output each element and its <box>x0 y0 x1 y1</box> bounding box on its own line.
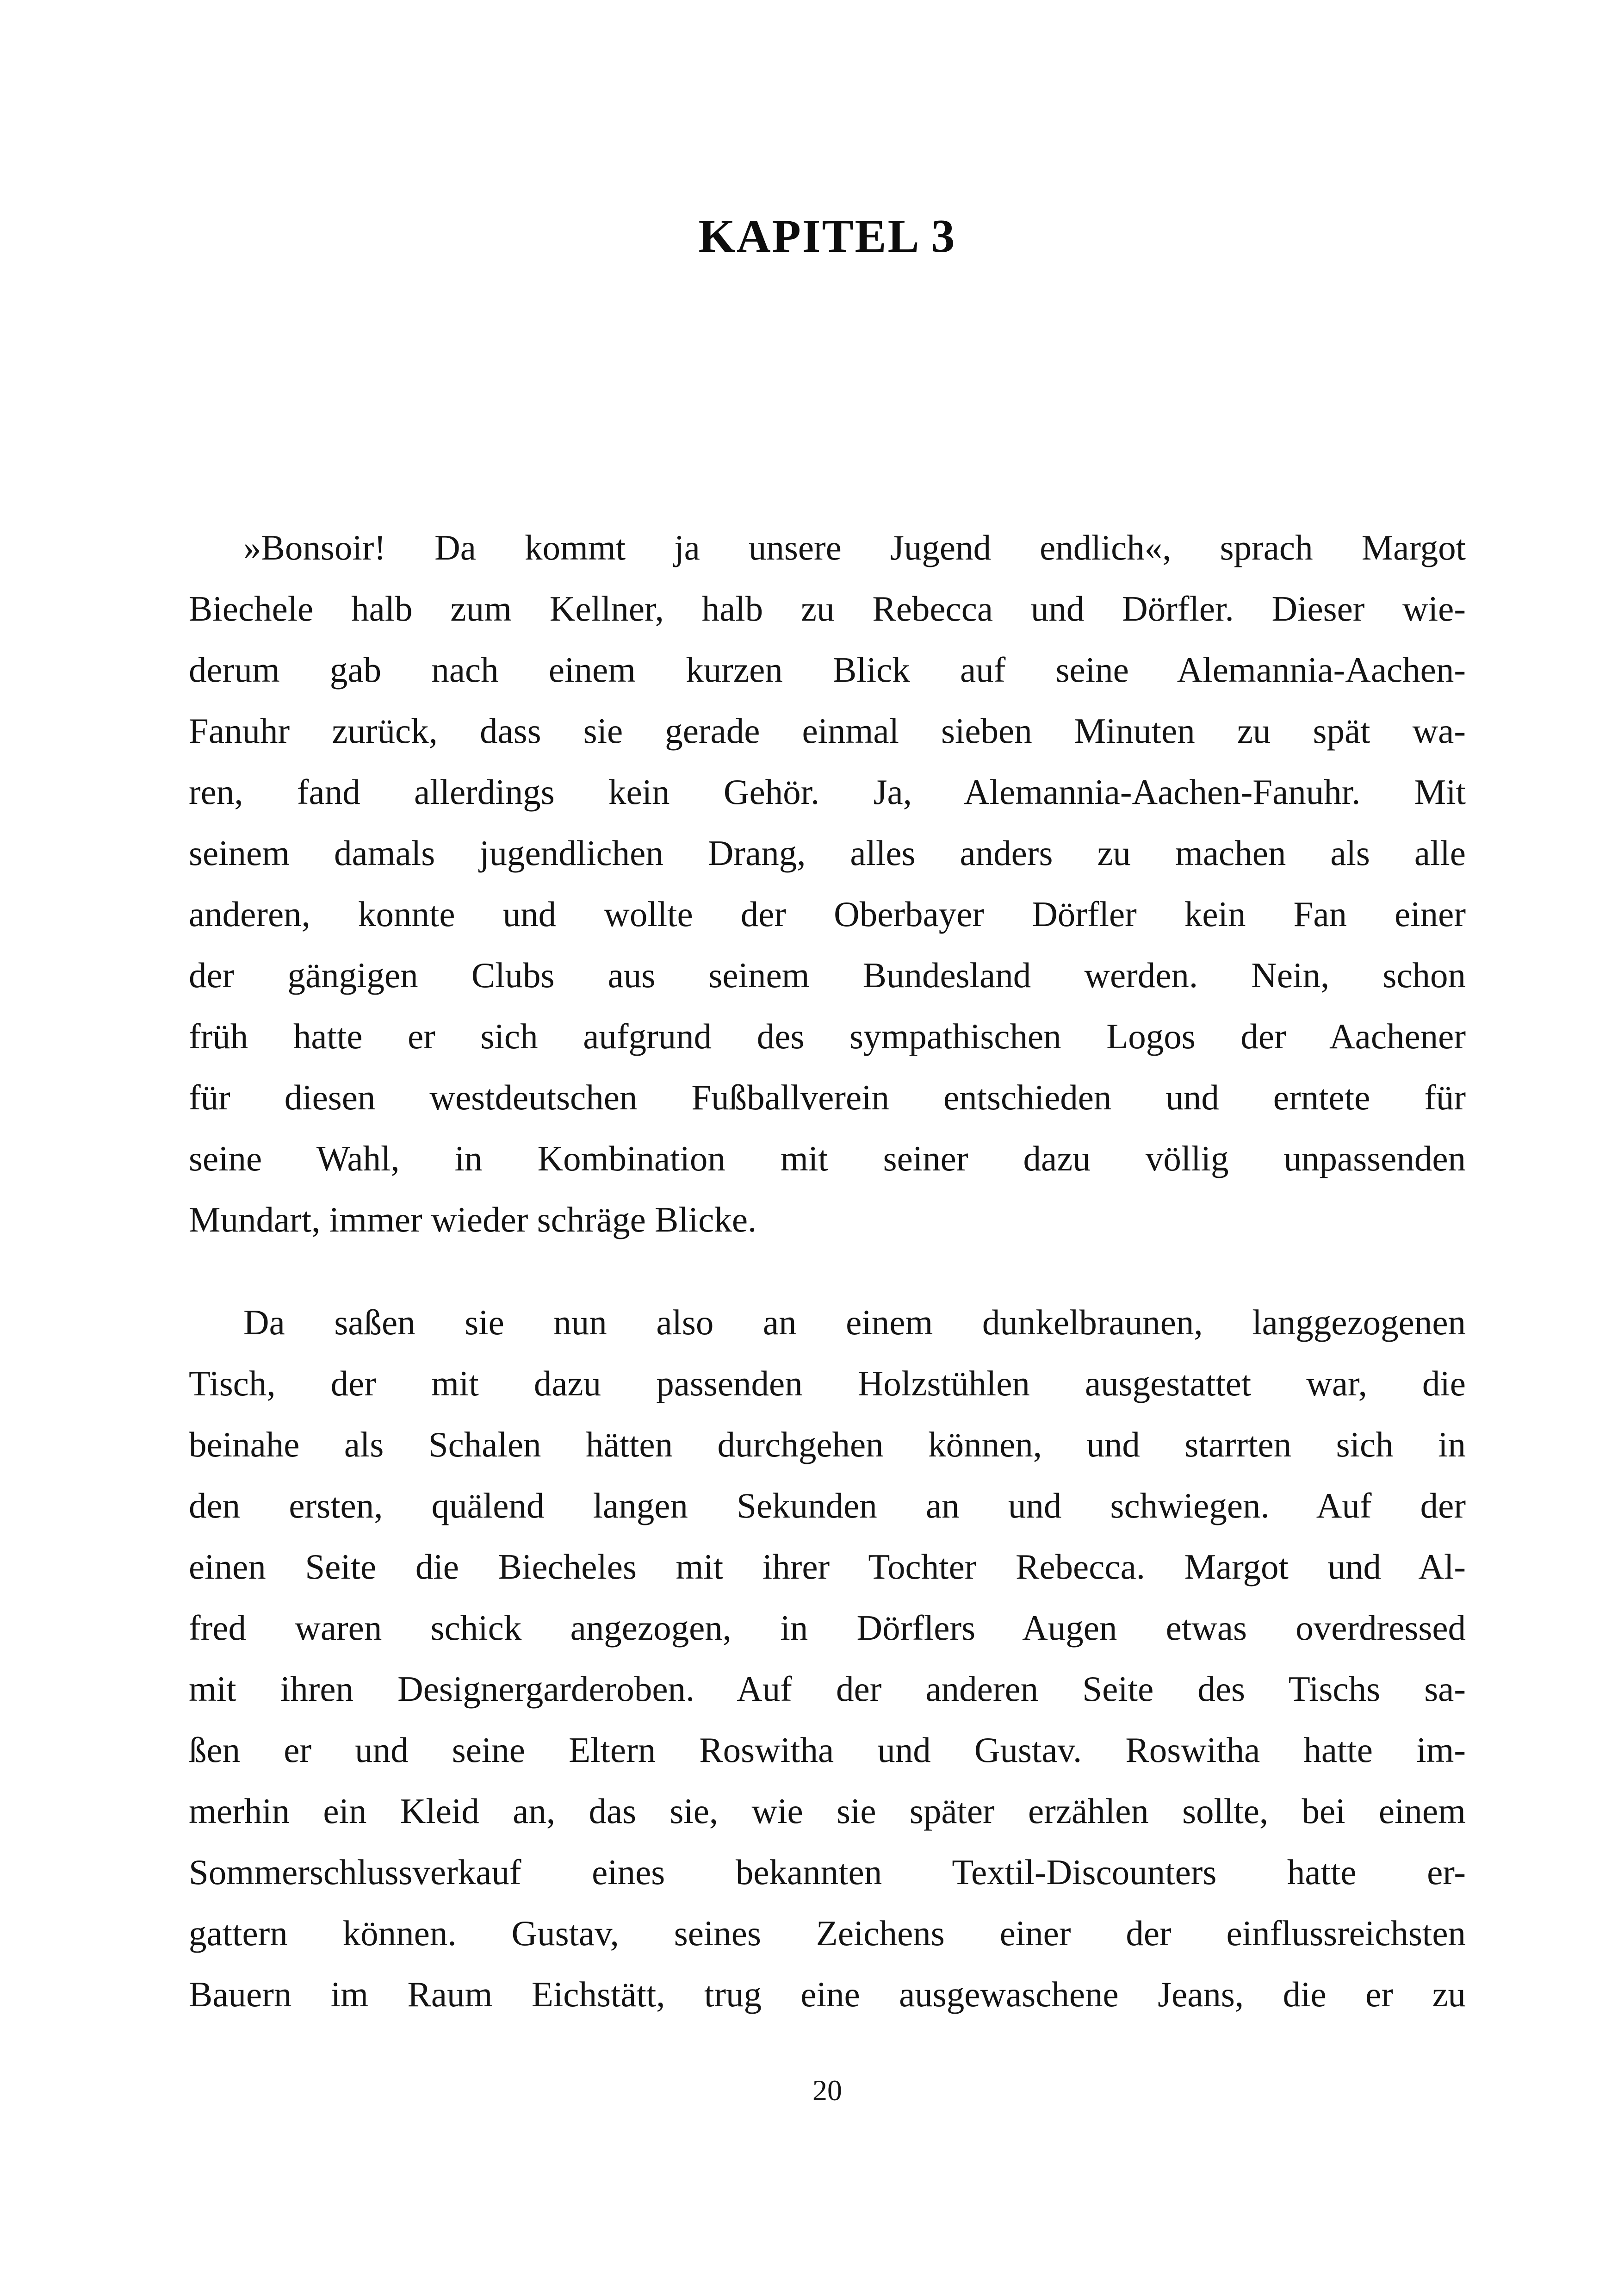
text-line: Fanuhr zurück, dass sie gerade einmal sieben Minuten zu spät wa- <box>189 711 1466 751</box>
text-line: beinahe als Schalen hätten durchgehen können, und starrten sich in <box>189 1425 1466 1465</box>
text-line: früh hatte er sich aufgrund des sympathischen Logos der Aachener <box>189 1016 1466 1057</box>
paragraph <box>189 517 1466 1250</box>
body-text <box>189 517 1466 2025</box>
text-line: merhin ein Kleid an, das sie, wie sie später erzählen sollte, bei einem <box>189 1791 1466 1831</box>
paragraph <box>189 1292 1466 2025</box>
text-line: einen Seite die Biecheles mit ihrer Tochter Rebecca. Margot und Al- <box>189 1547 1466 1587</box>
text-line: seine Wahl, in Kombination mit seiner dazu völlig unpassenden <box>189 1139 1466 1179</box>
page-number: 20 <box>812 2074 842 2107</box>
text-line: gattern können. Gustav, seines Zeichens einer der einflussreichsten <box>189 1913 1466 1954</box>
text-line: der gängigen Clubs aus seinem Bundesland werden. Nein, schon <box>189 955 1466 996</box>
text-line: Mundart, immer wieder schräge Blicke. <box>189 1200 757 1240</box>
text-line: Sommerschlussverkauf eines bekannten Textil-Discounters hatte er- <box>189 1852 1466 1892</box>
text-line: »Bonsoir! Da kommt ja unsere Jugend endlich«, sprach Margot <box>243 528 1466 568</box>
text-line: Biechele halb zum Kellner, halb zu Rebecca und Dörfler. Dieser wie- <box>189 589 1466 629</box>
text-line: ren, fand allerdings kein Gehör. Ja, Alemannia-Aachen-Fanuhr. Mit <box>189 772 1466 812</box>
text-line: derum gab nach einem kurzen Blick auf seine Alemannia-Aachen- <box>189 650 1466 690</box>
text-line: ßen er und seine Eltern Roswitha und Gustav. Roswitha hatte im- <box>189 1730 1466 1770</box>
text-line: Bauern im Raum Eichstätt, trug eine ausgewaschene Jeans, die er zu <box>189 1974 1466 2015</box>
text-line: fred waren schick angezogen, in Dörflers Augen etwas overdressed <box>189 1608 1466 1648</box>
text-line: für diesen westdeutschen Fußballverein entschieden und erntete für <box>189 1077 1466 1118</box>
chapter-title: KAPITEL 3 <box>698 210 956 262</box>
text-line: Da saßen sie nun also an einem dunkelbraunen, langgezogenen <box>243 1302 1466 1343</box>
text-line: seinem damals jugendlichen Drang, alles anders zu machen als alle <box>189 833 1466 873</box>
text-line: Tisch, der mit dazu passenden Holzstühlen ausgestattet war, die <box>189 1363 1466 1404</box>
text-line: anderen, konnte und wollte der Oberbayer Dörfler kein Fan einer <box>189 894 1466 934</box>
text-line: mit ihren Designergarderoben. Auf der anderen Seite des Tischs sa- <box>189 1669 1466 1709</box>
text-line: den ersten, quälend langen Sekunden an und schwiegen. Auf der <box>189 1486 1466 1526</box>
